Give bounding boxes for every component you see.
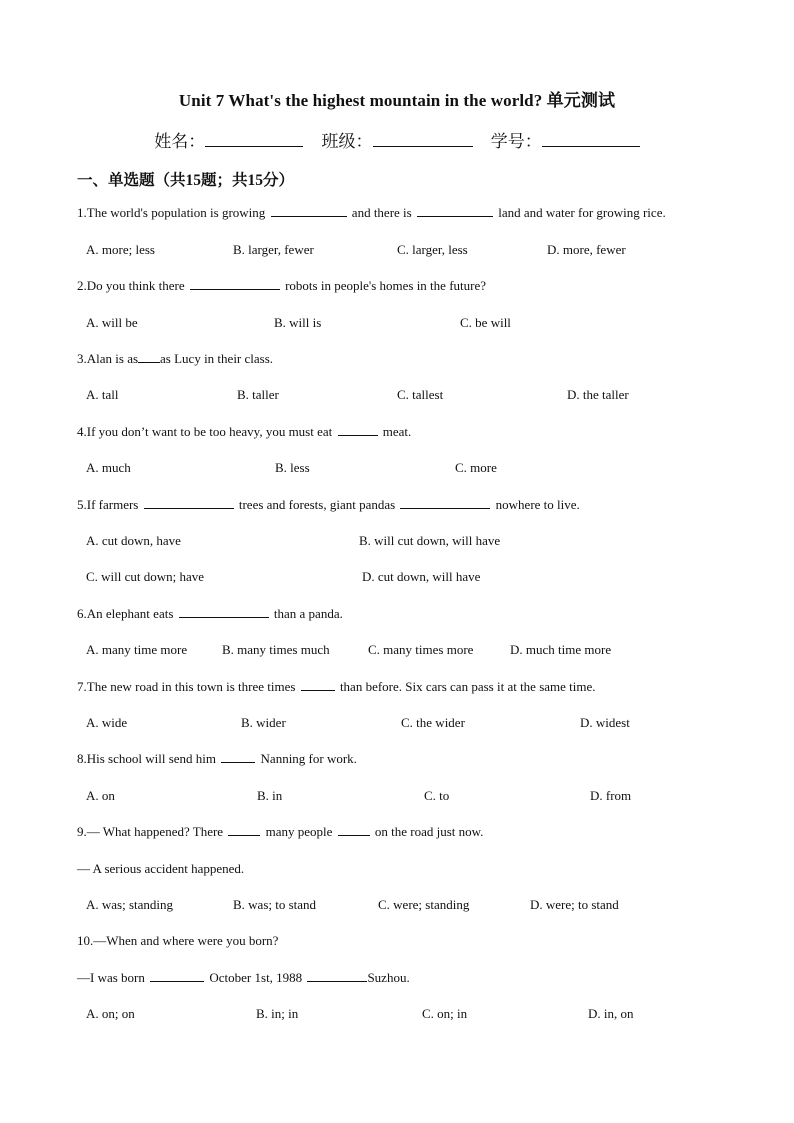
option-c[interactable]: C. many times more: [368, 642, 474, 657]
option-a[interactable]: A. will be: [86, 315, 138, 330]
option-c[interactable]: C. more: [455, 460, 497, 475]
question-1: 1.The world's population is growing and there is land and water for growing rice.: [77, 205, 666, 220]
option-b[interactable]: B. many times much: [222, 642, 330, 657]
question-5: 5.If farmers trees and forests, giant pandas nowhere to live.: [77, 497, 580, 512]
option-c[interactable]: C. tallest: [397, 387, 444, 402]
option-b[interactable]: B. in: [257, 788, 283, 803]
option-b[interactable]: B. was; to stand: [233, 897, 317, 912]
answer-blank[interactable]: [190, 278, 280, 290]
name-label: 姓名：: [154, 132, 206, 151]
number-label: 学号：: [490, 132, 542, 151]
student-info-row: [0, 127, 794, 152]
answer-blank[interactable]: [144, 497, 234, 509]
answer-blank[interactable]: [221, 751, 255, 763]
option-d[interactable]: D. more, fewer: [547, 242, 626, 257]
question-4: 4.If you don’t want to be too heavy, you must eat meat.: [77, 424, 412, 439]
option-b[interactable]: B. taller: [237, 387, 279, 402]
question-7: 7.The new road in this town is three times than before. Six cars can pass it at the same time.: [77, 679, 596, 694]
option-d[interactable]: D. the taller: [567, 387, 629, 402]
question-9-reply: — A serious accident happened.: [77, 861, 245, 876]
page-title: Unit 7 What's the highest mountain in the world? 单元测试: [178, 91, 616, 110]
option-b[interactable]: B. will is: [274, 315, 322, 330]
option-b[interactable]: B. in; in: [256, 1006, 299, 1021]
option-c[interactable]: C. will cut down; have: [86, 569, 205, 584]
option-c[interactable]: C. the wider: [401, 715, 465, 730]
option-b[interactable]: B. larger, fewer: [233, 242, 314, 257]
answer-blank[interactable]: [301, 679, 335, 691]
option-b[interactable]: B. less: [275, 460, 310, 475]
question-10-reply: —I was born October 1st, 1988 Suzhou.: [77, 970, 410, 985]
option-d[interactable]: D. widest: [580, 715, 630, 730]
option-a[interactable]: A. much: [86, 460, 131, 475]
answer-blank[interactable]: [307, 970, 367, 982]
answer-blank[interactable]: [179, 606, 269, 618]
class-blank[interactable]: [373, 130, 473, 147]
option-d[interactable]: D. in, on: [588, 1006, 634, 1021]
answer-blank[interactable]: [400, 497, 490, 509]
question-10: 10.—When and where were you born?: [77, 933, 279, 948]
name-blank[interactable]: [205, 130, 303, 147]
option-d[interactable]: D. were; to stand: [530, 897, 619, 912]
class-label: 班级：: [321, 132, 373, 151]
option-c[interactable]: C. on; in: [422, 1006, 468, 1021]
option-a[interactable]: A. many time more: [86, 642, 188, 657]
answer-blank[interactable]: [138, 351, 160, 363]
option-a[interactable]: A. wide: [86, 715, 128, 730]
section-title: 一、单选题（共15题；共15分）: [77, 172, 295, 189]
question-2: 2.Do you think there robots in people's homes in the future?: [77, 278, 487, 293]
option-c[interactable]: C. larger, less: [397, 242, 468, 257]
option-b[interactable]: B. will cut down, will have: [359, 533, 501, 548]
option-b[interactable]: B. wider: [241, 715, 286, 730]
answer-blank[interactable]: [150, 970, 204, 982]
option-a[interactable]: A. tall: [86, 387, 119, 402]
answer-blank[interactable]: [228, 824, 260, 836]
answer-blank[interactable]: [417, 205, 493, 217]
answer-blank[interactable]: [338, 824, 370, 836]
option-c[interactable]: C. were; standing: [378, 897, 470, 912]
option-a[interactable]: A. on; on: [86, 1006, 135, 1021]
answer-blank[interactable]: [271, 205, 347, 217]
option-a[interactable]: A. cut down, have: [86, 533, 181, 548]
option-d[interactable]: D. cut down, will have: [362, 569, 481, 584]
question-3: 3.Alan is as as Lucy in their class.: [77, 351, 274, 366]
question-6: 6.An elephant eats than a panda.: [77, 606, 343, 621]
option-c[interactable]: C. to: [424, 788, 450, 803]
option-a[interactable]: A. on: [86, 788, 115, 803]
option-a[interactable]: A. was; standing: [86, 897, 174, 912]
option-a[interactable]: A. more; less: [86, 242, 155, 257]
option-d[interactable]: D. from: [590, 788, 632, 803]
question-9: 9.— What happened? There many people on the road just now.: [77, 824, 484, 839]
number-blank[interactable]: [542, 130, 640, 147]
option-c[interactable]: C. be will: [460, 315, 511, 330]
option-d[interactable]: D. much time more: [510, 642, 612, 657]
answer-blank[interactable]: [338, 424, 378, 436]
question-8: 8.His school will send him Nanning for work.: [77, 751, 357, 766]
